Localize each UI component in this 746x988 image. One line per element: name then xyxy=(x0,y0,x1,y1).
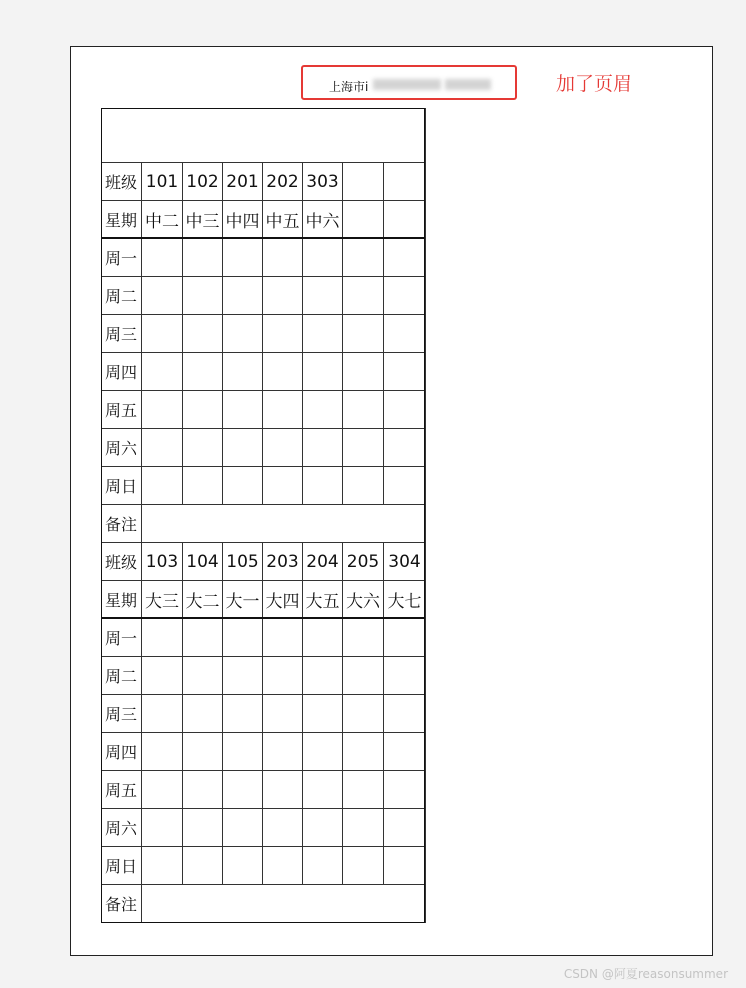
page-header-highlight xyxy=(301,65,517,100)
class-number-cell: 303 xyxy=(303,163,343,201)
schedule-cell[interactable] xyxy=(384,771,426,809)
schedule-cell[interactable] xyxy=(303,619,343,657)
class-number-cell: 104 xyxy=(183,543,223,581)
schedule-cell[interactable] xyxy=(384,809,426,847)
schedule-cell[interactable] xyxy=(223,619,263,657)
schedule-cell[interactable] xyxy=(263,467,303,505)
schedule-cell[interactable] xyxy=(142,353,183,391)
schedule-cell[interactable] xyxy=(223,391,263,429)
grade-cell xyxy=(343,201,384,239)
schedule-cell[interactable] xyxy=(263,277,303,315)
day-row xyxy=(102,733,426,771)
schedule-cell[interactable] xyxy=(343,619,384,657)
schedule-cell[interactable] xyxy=(343,239,384,277)
row-label: 周日 xyxy=(102,847,142,885)
schedule-cell[interactable] xyxy=(183,239,223,277)
schedule-cell[interactable] xyxy=(343,315,384,353)
grade-cell: 大五 xyxy=(303,581,343,619)
class-number-cell: 304 xyxy=(384,543,426,581)
grade-cell: 大四 xyxy=(263,581,303,619)
schedule-cell[interactable] xyxy=(263,391,303,429)
row-label: 星期 xyxy=(102,581,142,619)
day-row xyxy=(102,619,426,657)
schedule-cell[interactable] xyxy=(142,467,183,505)
grade-cell: 中四 xyxy=(223,201,263,239)
schedule-cell[interactable] xyxy=(343,847,384,885)
schedule-cell[interactable] xyxy=(223,429,263,467)
schedule-cell[interactable] xyxy=(142,733,183,771)
class-number-cell xyxy=(343,163,384,201)
schedule-cell[interactable] xyxy=(303,391,343,429)
grade-cell xyxy=(384,201,426,239)
schedule-cell[interactable] xyxy=(263,353,303,391)
table-title-cell[interactable] xyxy=(102,109,426,163)
grade-cell: 大六 xyxy=(343,581,384,619)
class-number-cell xyxy=(384,163,426,201)
class-number-cell: 101 xyxy=(142,163,183,201)
schedule-table xyxy=(101,108,426,923)
schedule-cell[interactable] xyxy=(223,847,263,885)
row-label: 班级 xyxy=(102,543,142,581)
row-label: 周日 xyxy=(102,467,142,505)
schedule-cell[interactable] xyxy=(142,771,183,809)
row-label: 周五 xyxy=(102,391,142,429)
class-number-cell: 202 xyxy=(263,163,303,201)
row-label: 周二 xyxy=(102,277,142,315)
schedule-cell[interactable] xyxy=(343,809,384,847)
notes-cell[interactable] xyxy=(142,885,426,923)
grade-cell: 大一 xyxy=(223,581,263,619)
schedule-cell[interactable] xyxy=(384,733,426,771)
schedule-cell[interactable] xyxy=(142,619,183,657)
schedule-cell[interactable] xyxy=(384,391,426,429)
class-number-cell: 203 xyxy=(263,543,303,581)
schedule-cell[interactable] xyxy=(384,657,426,695)
class-number-cell: 205 xyxy=(343,543,384,581)
schedule-cell[interactable] xyxy=(223,809,263,847)
grade-cell: 大二 xyxy=(183,581,223,619)
day-row xyxy=(102,353,426,391)
schedule-cell[interactable] xyxy=(384,315,426,353)
schedule-cell[interactable] xyxy=(303,733,343,771)
schedule-cell[interactable] xyxy=(263,771,303,809)
schedule-cell[interactable] xyxy=(183,657,223,695)
class-number-cell: 103 xyxy=(142,543,183,581)
schedule-cell[interactable] xyxy=(303,771,343,809)
schedule-cell[interactable] xyxy=(263,695,303,733)
schedule-cell[interactable] xyxy=(303,315,343,353)
class-number-cell: 204 xyxy=(303,543,343,581)
schedule-cell[interactable] xyxy=(263,809,303,847)
schedule-cell[interactable] xyxy=(183,429,223,467)
row-label: 周六 xyxy=(102,429,142,467)
schedule-cell[interactable] xyxy=(263,239,303,277)
class-row xyxy=(102,163,426,201)
schedule-cell[interactable] xyxy=(223,695,263,733)
day-row xyxy=(102,809,426,847)
schedule-sheet xyxy=(101,108,425,923)
row-label: 周六 xyxy=(102,809,142,847)
class-number-cell: 105 xyxy=(223,543,263,581)
day-row xyxy=(102,429,426,467)
schedule-cell[interactable] xyxy=(183,353,223,391)
schedule-cell[interactable] xyxy=(303,695,343,733)
schedule-cell[interactable] xyxy=(183,619,223,657)
header-annotation: 加了页眉 xyxy=(556,73,633,95)
schedule-cell[interactable] xyxy=(223,353,263,391)
schedule-cell[interactable] xyxy=(343,733,384,771)
schedule-cell[interactable] xyxy=(384,277,426,315)
schedule-cell[interactable] xyxy=(223,771,263,809)
row-label: 周三 xyxy=(102,695,142,733)
day-row xyxy=(102,391,426,429)
schedule-cell[interactable] xyxy=(183,695,223,733)
row-label: 备注 xyxy=(102,505,142,543)
page-header-text: 上海市i xyxy=(329,80,369,94)
schedule-cell[interactable] xyxy=(223,733,263,771)
day-row xyxy=(102,771,426,809)
schedule-cell[interactable] xyxy=(343,695,384,733)
week-row xyxy=(102,581,426,619)
schedule-cell[interactable] xyxy=(223,467,263,505)
schedule-cell[interactable] xyxy=(142,809,183,847)
schedule-cell[interactable] xyxy=(303,429,343,467)
grade-cell: 中三 xyxy=(183,201,223,239)
class-row xyxy=(102,543,426,581)
day-row xyxy=(102,277,426,315)
day-row xyxy=(102,657,426,695)
schedule-cell[interactable] xyxy=(303,847,343,885)
day-row xyxy=(102,695,426,733)
schedule-cell[interactable] xyxy=(384,353,426,391)
schedule-cell[interactable] xyxy=(142,695,183,733)
schedule-cell[interactable] xyxy=(343,771,384,809)
grade-cell: 中二 xyxy=(142,201,183,239)
class-number-cell: 102 xyxy=(183,163,223,201)
schedule-cell[interactable] xyxy=(384,467,426,505)
row-label: 班级 xyxy=(102,163,142,201)
day-row xyxy=(102,847,426,885)
schedule-cell[interactable] xyxy=(263,847,303,885)
schedule-cell[interactable] xyxy=(384,239,426,277)
row-label: 周一 xyxy=(102,239,142,277)
row-label: 周四 xyxy=(102,733,142,771)
class-number-cell: 201 xyxy=(223,163,263,201)
schedule-cell[interactable] xyxy=(303,239,343,277)
schedule-cell[interactable] xyxy=(263,619,303,657)
day-row xyxy=(102,315,426,353)
schedule-cell[interactable] xyxy=(263,315,303,353)
week-row xyxy=(102,201,426,239)
schedule-cell[interactable] xyxy=(183,847,223,885)
schedule-cell[interactable] xyxy=(183,733,223,771)
row-label: 周二 xyxy=(102,657,142,695)
schedule-cell[interactable] xyxy=(343,657,384,695)
redacted-text-blur xyxy=(373,79,441,90)
schedule-cell[interactable] xyxy=(142,391,183,429)
schedule-cell[interactable] xyxy=(142,429,183,467)
schedule-cell[interactable] xyxy=(263,733,303,771)
day-row xyxy=(102,467,426,505)
schedule-cell[interactable] xyxy=(223,277,263,315)
schedule-cell[interactable] xyxy=(303,353,343,391)
schedule-cell[interactable] xyxy=(142,657,183,695)
schedule-cell[interactable] xyxy=(183,391,223,429)
schedule-cell[interactable] xyxy=(343,429,384,467)
schedule-cell[interactable] xyxy=(223,657,263,695)
schedule-cell[interactable] xyxy=(384,847,426,885)
schedule-cell[interactable] xyxy=(343,391,384,429)
schedule-cell[interactable] xyxy=(263,429,303,467)
schedule-cell[interactable] xyxy=(343,467,384,505)
schedule-cell[interactable] xyxy=(142,277,183,315)
schedule-cell[interactable] xyxy=(142,847,183,885)
schedule-cell[interactable] xyxy=(142,239,183,277)
row-label: 备注 xyxy=(102,885,142,923)
schedule-cell[interactable] xyxy=(303,467,343,505)
schedule-cell[interactable] xyxy=(384,695,426,733)
schedule-cell[interactable] xyxy=(263,657,303,695)
grade-cell: 大三 xyxy=(142,581,183,619)
schedule-cell[interactable] xyxy=(343,277,384,315)
schedule-cell[interactable] xyxy=(303,809,343,847)
schedule-cell[interactable] xyxy=(384,429,426,467)
schedule-cell[interactable] xyxy=(142,315,183,353)
schedule-cell[interactable] xyxy=(343,353,384,391)
redacted-text-blur xyxy=(445,79,491,90)
grade-cell: 大七 xyxy=(384,581,426,619)
schedule-cell[interactable] xyxy=(303,277,343,315)
day-row xyxy=(102,239,426,277)
row-label: 周一 xyxy=(102,619,142,657)
schedule-cell[interactable] xyxy=(183,809,223,847)
schedule-cell[interactable] xyxy=(183,277,223,315)
schedule-cell[interactable] xyxy=(303,657,343,695)
grade-cell: 中六 xyxy=(303,201,343,239)
schedule-cell[interactable] xyxy=(223,315,263,353)
grade-cell: 中五 xyxy=(263,201,303,239)
schedule-cell[interactable] xyxy=(384,619,426,657)
row-label: 周五 xyxy=(102,771,142,809)
watermark: CSDN @阿夏reasonsummer xyxy=(563,967,728,981)
row-label: 周四 xyxy=(102,353,142,391)
schedule-cell[interactable] xyxy=(223,239,263,277)
notes-cell[interactable] xyxy=(142,505,426,543)
notes-row xyxy=(102,885,426,923)
schedule-cell[interactable] xyxy=(183,467,223,505)
title-row xyxy=(102,109,426,163)
notes-row xyxy=(102,505,426,543)
row-label: 周三 xyxy=(102,315,142,353)
row-label: 星期 xyxy=(102,201,142,239)
schedule-cell[interactable] xyxy=(183,315,223,353)
schedule-cell[interactable] xyxy=(183,771,223,809)
